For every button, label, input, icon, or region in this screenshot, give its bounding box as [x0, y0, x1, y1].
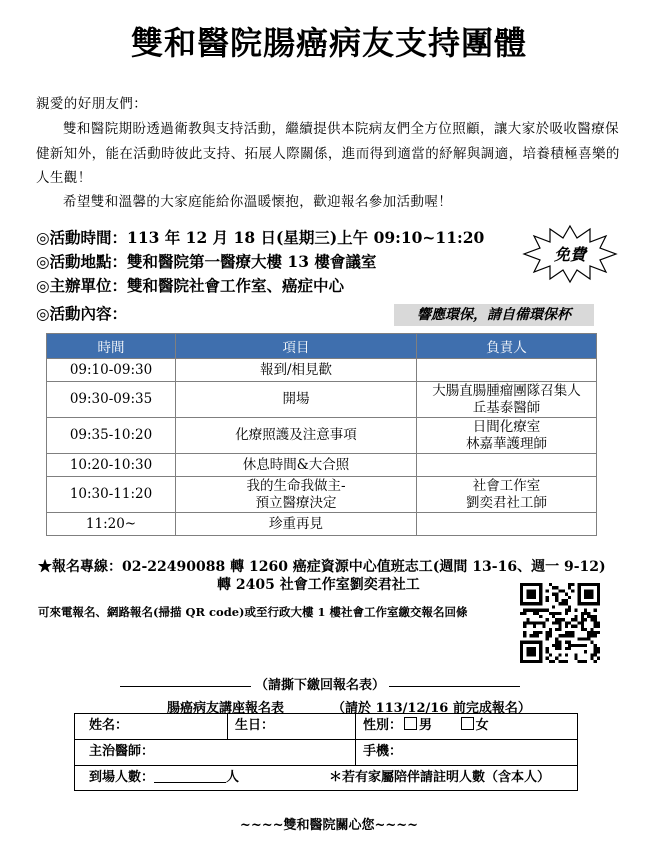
- registration-qr-code[interactable]: [520, 583, 600, 663]
- event-place-value: 雙和醫院第一醫療大樓 13 樓會議室: [127, 252, 377, 271]
- event-time: [36, 226, 484, 250]
- event-content-label: ◎活動內容：: [36, 304, 128, 323]
- registration-phone: ★報名專線：02-22490088 轉 1260 癌症資源中心值班志工(週間 13-16、週一 9-12): [38, 559, 606, 575]
- free-badge-text: 免費: [553, 245, 587, 264]
- event-host-label: ◎主辦單位：: [36, 276, 128, 295]
- schedule-row: [47, 418, 597, 454]
- closing-line: ~~~~雙和醫院關心您~~~~: [239, 818, 419, 833]
- schedule-owner-cell: [417, 513, 597, 536]
- gender-female-label: 女: [475, 718, 489, 733]
- schedule-time-cell: 11:20~: [47, 513, 176, 536]
- form-title: 腸癌病友講座報名表: [167, 701, 285, 716]
- event-time-value: 113 年 12 月 18 日(星期三)上午 09:10~11:20: [127, 228, 485, 247]
- event-place: [36, 250, 376, 274]
- welcome-paragraph: 希望雙和溫馨的大家庭能給你溫暖懷抱，歡迎報名參加活動喔！: [63, 194, 453, 210]
- schedule-table: [46, 333, 597, 536]
- schedule-item-cell: 休息時間&大合照: [176, 454, 417, 477]
- schedule-row: [47, 513, 597, 536]
- gender-label: 性別：: [363, 718, 403, 733]
- event-time-label: ◎活動時間：: [36, 228, 128, 247]
- intro-paragraph: 雙和醫院期盼透過衛教與支持活動，繼續提供本院病友們全方位照顧，讓大家於吸收醫療保健新知外，能在活動時彼此支持、拓展人際關係，進而得到適當的紓解與調適，培養積極喜樂的人生觀！: [36, 121, 620, 186]
- gender-male-label: 男: [419, 718, 433, 733]
- schedule-item-cell: 報到/相見歡: [176, 359, 417, 382]
- schedule-owner-cell: [417, 359, 597, 382]
- free-badge: [522, 224, 618, 284]
- schedule-owner-cell: 社會工作室 劉奕君社工師: [417, 477, 597, 513]
- attendees-label: 到場人數：: [89, 770, 155, 785]
- schedule-row: [47, 454, 597, 477]
- event-host: [36, 274, 344, 298]
- registration-methods: 可來電報名、網路報名(掃描 QR code)或至行政大樓 1 樓社會工作室繳交報名回條: [38, 605, 468, 619]
- attendees-field: [89, 766, 239, 790]
- schedule-time-cell: 10:30-11:20: [47, 477, 176, 513]
- greeting: 親愛的好朋友們：: [36, 96, 148, 112]
- schedule-item-cell: 化療照護及注意事項: [176, 418, 417, 454]
- page-title: 雙和醫院腸癌病友支持團體: [130, 24, 527, 62]
- schedule-row: [47, 382, 597, 418]
- schedule-time-cell: 10:20-10:30: [47, 454, 176, 477]
- registration-phone-extension: 轉 2405 社會工作室劉奕君社工: [217, 577, 420, 593]
- family-note: ＊若有家屬陪伴請註明人數（含本人）: [329, 770, 551, 785]
- registration-form: [74, 713, 578, 791]
- phone-label: 手機：: [363, 744, 403, 759]
- doctor-label: 主治醫師：: [89, 744, 155, 759]
- schedule-item-cell: 珍重再見: [176, 513, 417, 536]
- schedule-time-cell: 09:10-09:30: [47, 359, 176, 382]
- schedule-time-cell: 09:30-09:35: [47, 382, 176, 418]
- tear-off-divider: [120, 676, 520, 696]
- schedule-item-cell: 開場: [176, 382, 417, 418]
- gender-female-checkbox[interactable]: [461, 717, 474, 730]
- gender-male-checkbox[interactable]: [404, 717, 417, 730]
- schedule-time-cell: 09:35-10:20: [47, 418, 176, 454]
- schedule-owner-cell: 大腸直腸腫瘤團隊召集人 丘基泰醫師: [417, 382, 597, 418]
- event-place-label: ◎活動地點：: [36, 252, 128, 271]
- schedule-owner-cell: [417, 454, 597, 477]
- schedule-header-item: 項目: [176, 334, 417, 359]
- attendees-unit: 人: [226, 770, 240, 785]
- schedule-item-cell: 我的生命我做主- 預立醫療決定: [176, 477, 417, 513]
- schedule-row: [47, 359, 597, 382]
- schedule-header-owner: 負責人: [417, 334, 597, 359]
- schedule-header-row: [47, 334, 597, 359]
- name-label: 姓名：: [89, 718, 129, 733]
- event-host-value: 雙和醫院社會工作室、癌症中心: [127, 276, 345, 295]
- schedule-header-time: 時間: [47, 334, 176, 359]
- gender-field: [363, 714, 489, 738]
- tear-off-text: （請撕下繳回報名表）: [251, 678, 389, 693]
- birthday-label: 生日：: [235, 718, 275, 733]
- attendees-blank[interactable]: [154, 769, 226, 783]
- schedule-row: [47, 477, 597, 513]
- eco-notice: 響應環保，請自備環保杯: [394, 304, 594, 326]
- form-deadline: （請於 113/12/16 前完成報名）: [332, 701, 531, 716]
- schedule-owner-cell: 日間化療室 林嘉華護理師: [417, 418, 597, 454]
